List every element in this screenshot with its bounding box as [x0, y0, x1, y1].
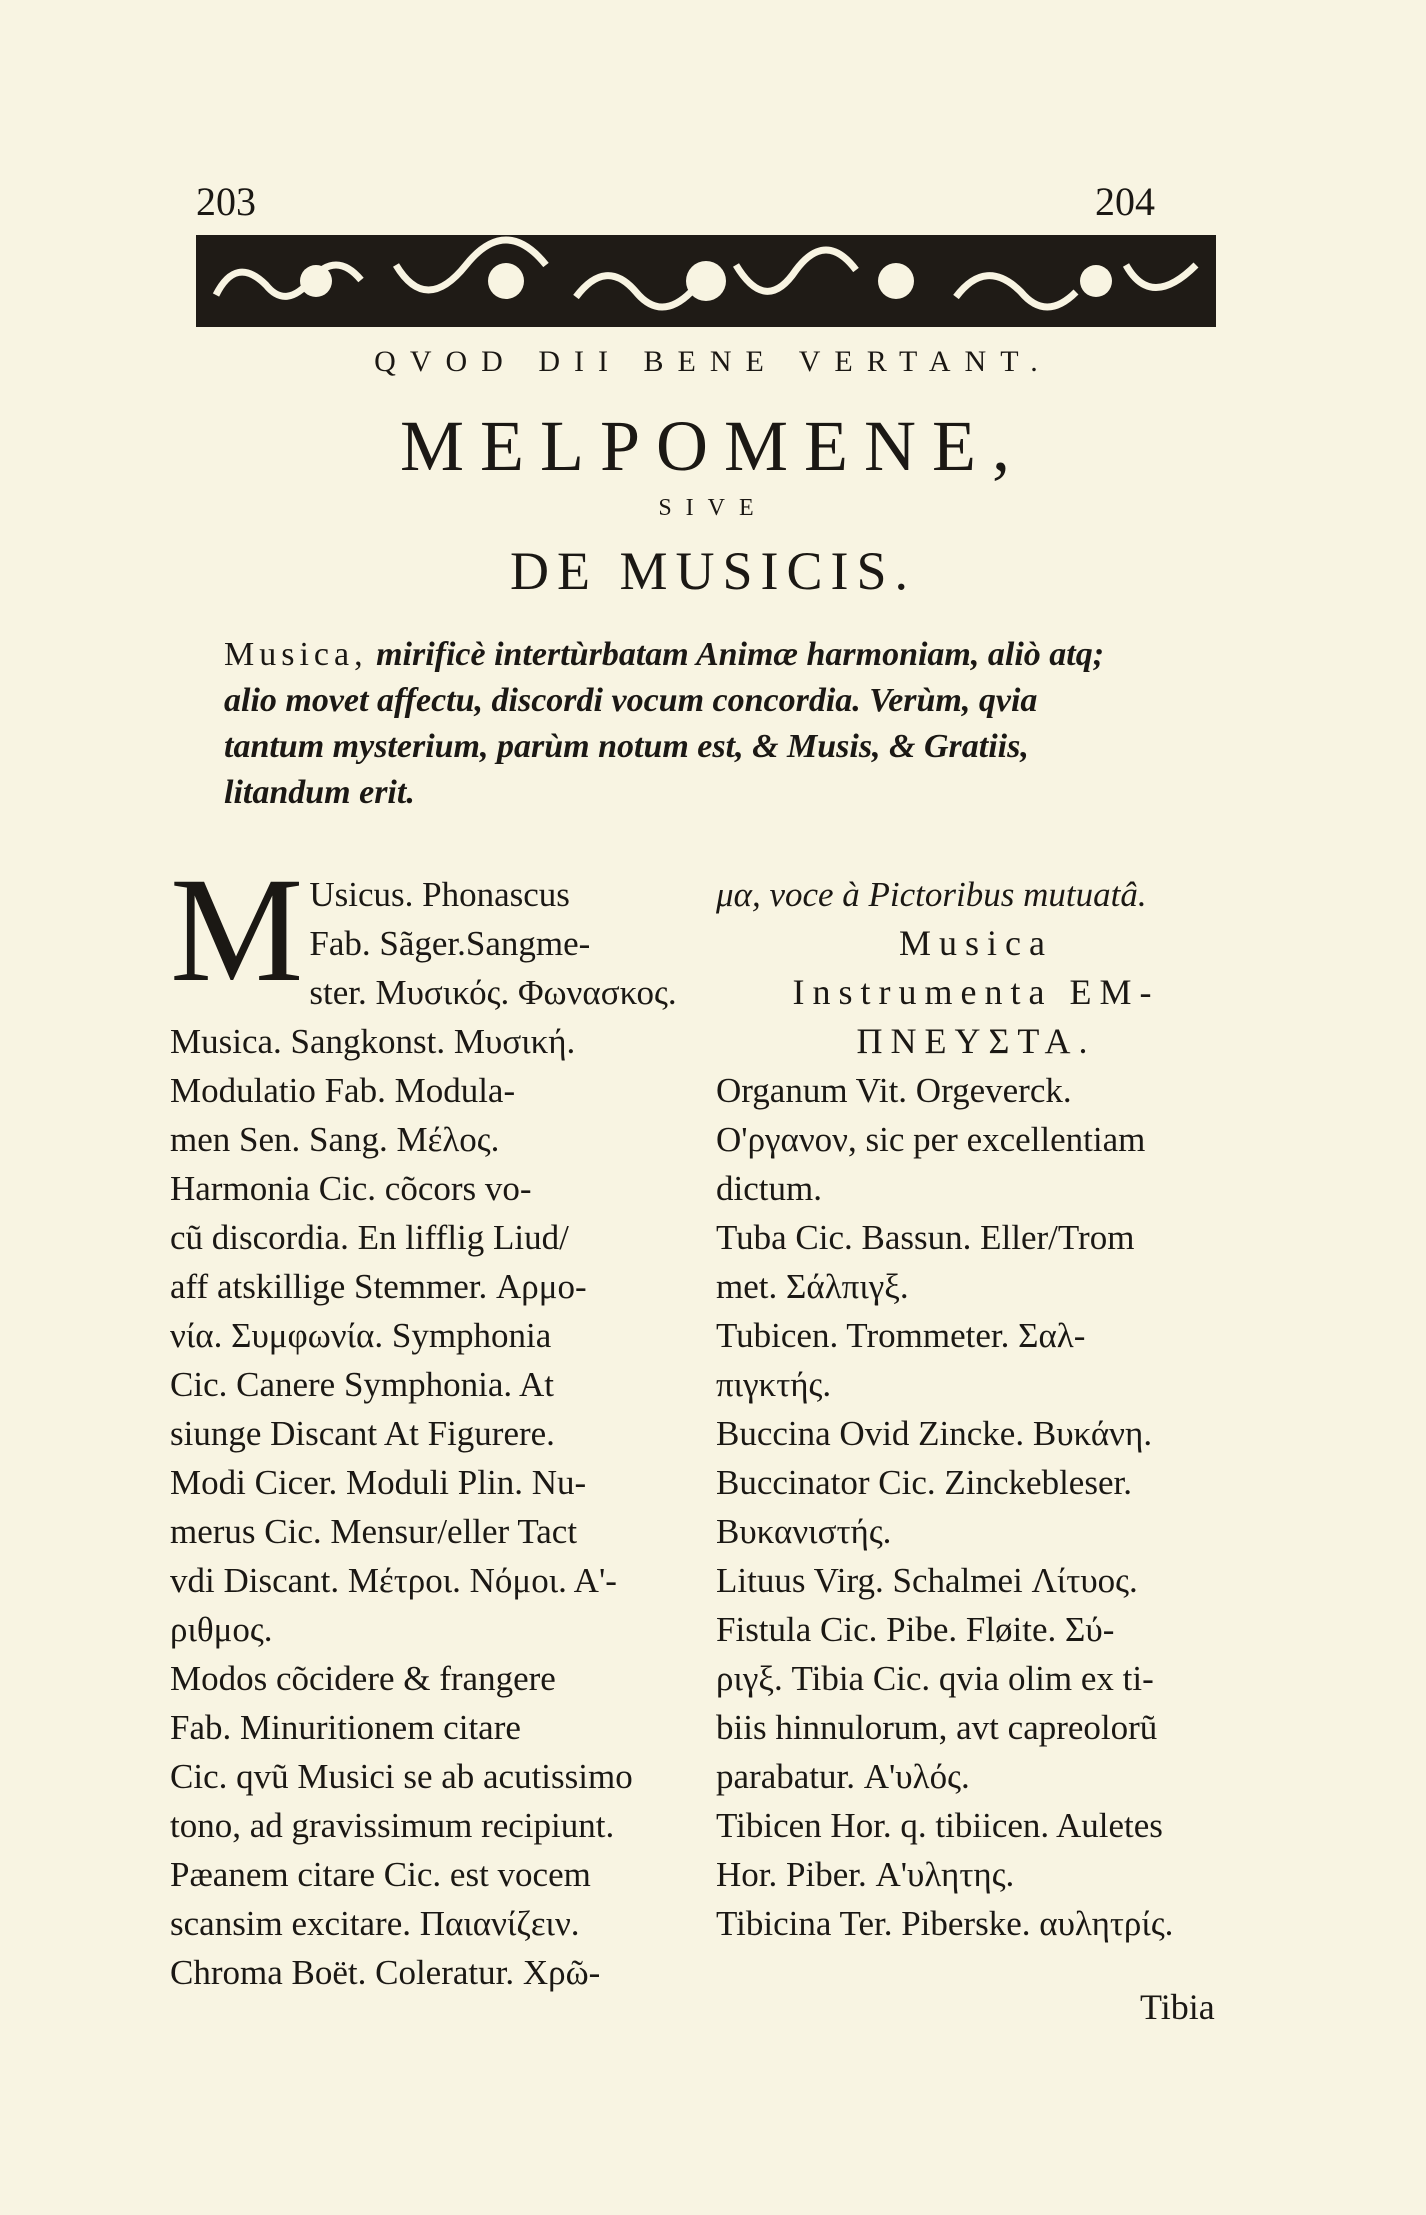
- left_column-line: tono, ad gravissimum recipiunt.: [170, 1806, 615, 1845]
- left-column: [170, 847, 690, 1997]
- section-heading-pneusta: ΠΝΕΥΣΤΑ.: [856, 1021, 1096, 1061]
- left_column-line: Fab. Minuritionem citare: [170, 1708, 521, 1747]
- left_column-line: siunge Discant At Figurere.: [170, 1414, 555, 1453]
- right_column-line: Organum Vit. Orgeverck.: [716, 1071, 1072, 1110]
- intro-paragraph: [224, 632, 1144, 816]
- left_column-line: cũ discordia. En lifflig Liud/: [170, 1218, 569, 1257]
- left_column-line: ριθμος.: [170, 1610, 273, 1649]
- right_column-line: parabatur. Α'υλός.: [716, 1757, 970, 1796]
- left_column-line: Musica. Sangkonst. Μυσική.: [170, 1022, 576, 1061]
- right-column: [716, 870, 1236, 1948]
- right_column-line: Buccinator Cic. Zinckebleser.: [716, 1463, 1132, 1502]
- ornamental-band: [196, 235, 1216, 327]
- drop-cap: M: [170, 847, 304, 1013]
- right_column-line: Ο'ργανον, sic per excellentiam: [716, 1120, 1146, 1159]
- left_column-line: vdi Discant. Μέτροι. Νόμοι. Α'-: [170, 1561, 617, 1600]
- left_column-line: Modos cõcidere & frangere: [170, 1659, 556, 1698]
- left_column-line: Cic. Canere Symphonia. At: [170, 1365, 554, 1404]
- right_column-line: Tuba Cic. Bassun. Eller/Trom: [716, 1218, 1135, 1257]
- left_column-line: aff atskillige Stemmer. Αρμο-: [170, 1267, 587, 1306]
- intro-lead: Musica,: [224, 636, 368, 673]
- left_column-line: Fab. Sãger.Sangme-: [309, 924, 591, 963]
- page-number-left: 203: [196, 179, 256, 224]
- left_column-line: Modi Cicer. Moduli Plin. Nu-: [170, 1463, 587, 1502]
- motto-heading: QVOD DII BENE VERTANT.: [374, 345, 1052, 378]
- left_column-line: scansim excitare. Παιανίζειν.: [170, 1904, 580, 1943]
- left_column-line: Usicus. Phonascus: [309, 875, 570, 914]
- right_column-line: Tubicen. Trommeter. Σαλ-: [716, 1316, 1086, 1355]
- right_column-line: Βυκανιστής.: [716, 1512, 892, 1551]
- left_column-line: men Sen. Sang. Μέλος.: [170, 1120, 500, 1159]
- left_column-line: Chroma Boët. Coleratur. Χρῶ-: [170, 1953, 601, 1992]
- right_column-line: biis hinnulorum, avt capreolorũ: [716, 1708, 1158, 1747]
- left_column-line: Modulatio Fab. Modula-: [170, 1071, 516, 1110]
- intro-text: mirificè intertùrbatam Animæ harmoniam, aliò atq; alio movet affectu, discordi vocum concordia. Verùm, qvia tantum mysterium, parùm notum est, & Musis, & Gratiis, litandum erit.: [224, 636, 1105, 811]
- left_column-line: νία. Συμφωνία. Symphonia: [170, 1316, 552, 1355]
- page-title: MELPOMENE,: [400, 406, 1026, 486]
- left-column-lines: [170, 847, 690, 1997]
- section-heading-instrumenta: Instrumenta EM-: [792, 972, 1160, 1012]
- right_column-line: Tibicina Ter. Piberske. αυλητρίς.: [716, 1904, 1174, 1943]
- left_column-line: ster. Μυσικός. Φωνασκος.: [309, 973, 677, 1012]
- right_column-line: dictum.: [716, 1169, 822, 1208]
- sive-line: SIVE: [658, 495, 768, 521]
- right-first-line: μα, voce à Pictoribus mutuatâ.: [716, 875, 1147, 914]
- left_column-line: Pæanem citare Cic. est vocem: [170, 1855, 591, 1894]
- left_column-line: Harmonia Cic. cõcors vo-: [170, 1169, 532, 1208]
- page-subtitle: DE MUSICIS.: [509, 541, 917, 601]
- right_column-line: Hor. Piber. Α'υλητης.: [716, 1855, 1015, 1894]
- left_column-line: merus Cic. Mensur/eller Tact: [170, 1512, 578, 1551]
- section-heading-musica: Musica: [899, 923, 1053, 963]
- catchword: Tibia: [1140, 1987, 1215, 2027]
- right_column-line: Fistula Cic. Pibe. Fløite. Σύ-: [716, 1610, 1115, 1649]
- right_column-line: ριγξ. Tibia Cic. qvia olim ex ti-: [716, 1659, 1154, 1698]
- left_column-line: Cic. qvũ Musici se ab acutissimo: [170, 1757, 633, 1796]
- right_column-line: Lituus Virg. Schalmei Λίτυος.: [716, 1561, 1138, 1600]
- right_column-line: Buccina Ovid Zincke. Βυκάνη.: [716, 1414, 1153, 1453]
- right_column-line: Tibicen Hor. q. tibiicen. Auletes: [716, 1806, 1163, 1845]
- right_column-line: met. Σάλπιγξ.: [716, 1267, 909, 1306]
- page-number-right: 204: [1095, 179, 1155, 224]
- right-column-lines: [716, 1066, 1236, 1948]
- right_column-line: πιγκτής.: [716, 1365, 832, 1404]
